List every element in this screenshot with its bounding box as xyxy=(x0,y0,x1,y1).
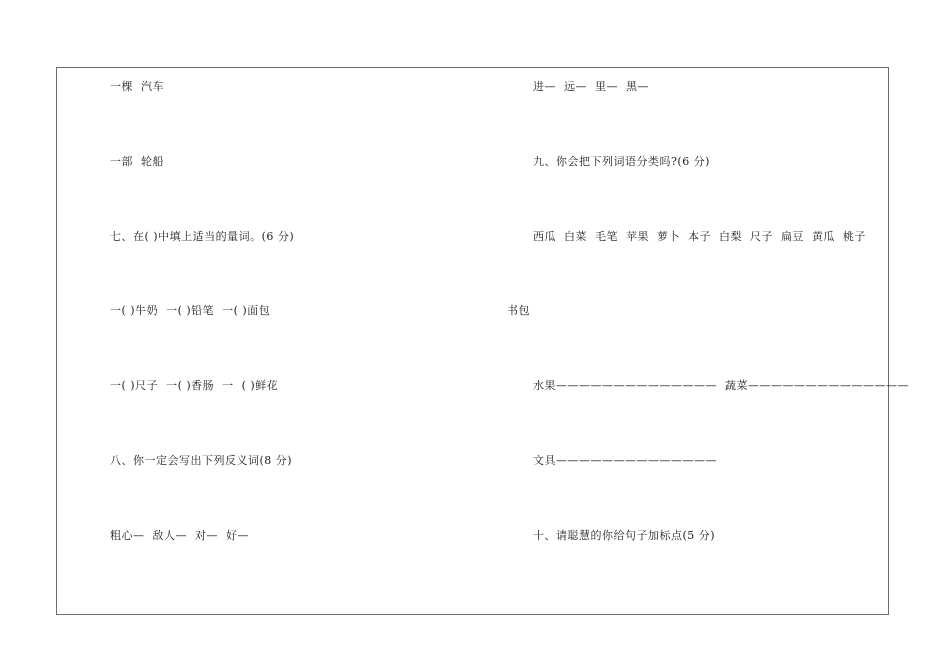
section-9-word-list: 西瓜 白菜 毛笔 苹果 萝卜 本子 白梨 尺子 扁豆 黄瓜 桃子 xyxy=(533,230,866,243)
section-9-word-list-continued: 书包 xyxy=(507,304,530,317)
section-7-heading: 七、在( )中填上适当的量词。(6 分) xyxy=(110,230,295,243)
section-8-heading: 八、你一定会写出下列反义词(8 分) xyxy=(110,454,293,467)
section-7-row-1: 一( )牛奶 一( )铅笔 一( )面包 xyxy=(110,304,271,317)
antonyms-continued: 进— 远— 里— 黑— xyxy=(533,80,649,93)
category-fruit-vegetable: 水果—————————————— 蔬菜—————————————— xyxy=(533,379,909,392)
section-10-heading: 十、请聪慧的你给句子加标点(5 分) xyxy=(533,529,716,542)
measure-word-item-2: 一部 轮船 xyxy=(110,155,164,168)
section-8-antonyms: 粗心— 敌人— 对— 好— xyxy=(110,529,249,542)
measure-word-item-1: 一棵 汽车 xyxy=(110,80,164,93)
section-9-heading: 九、你会把下列词语分类吗?(6 分) xyxy=(533,155,710,168)
section-7-row-2: 一( )尺子 一( )香肠 一 ( )鲜花 xyxy=(110,379,279,392)
category-stationery: 文具—————————————— xyxy=(533,454,717,467)
